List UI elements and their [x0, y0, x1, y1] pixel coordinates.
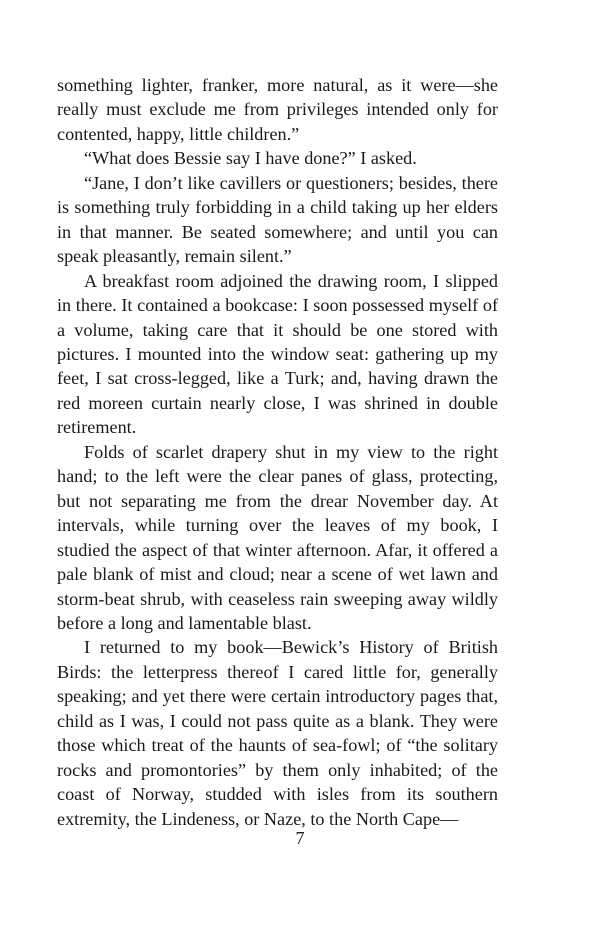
paragraph-bessie-question: “What does Bessie say I have done?” I asked. [84, 148, 417, 169]
paragraph-bewick-book: I returned to my book—Bewick’s History of British Birds: the letterpress thereof I cared little for, generally speaking; and yet there were certain introductory pages that, child as I was, I could not pass quite as a blank. They were those which treat of the haunts of sea-fowl; of “the solitary rocks and promontories” by them only inhabited; of the coast of Norway, studded with isles from its southern extremity, the Lindeness, or Naze, to the North Cape— [57, 637, 498, 829]
paragraph-breakfast-room: A breakfast room adjoined the drawing room, I slipped in there. It contained a bookcase: I soon possessed myself of a volume, taking care that it should be one stored with pictures. I mounted into the window seat: gathering up my feet, I sat cross-legged, like a Turk; and, having drawn the red moreen curtain nearly close, I was shrined in double retirement. [57, 270, 498, 438]
page-number: 7 [295, 828, 305, 848]
paragraph-continuation: something lighter, franker, more natural, as it were—she really must exclude me from privileges intended only for contented, happy, little children.” [57, 75, 498, 144]
body-text [57, 73, 498, 831]
paragraph-mrs-reed-reply: “Jane, I don’t like cavillers or questioners; besides, there is something truly forbidding in a child taking up her elders in that manner. Be seated somewhere; and until you can speak pleasantly, remain silent.” [57, 172, 498, 267]
paragraph-scarlet-drapery: Folds of scarlet drapery shut in my view to the right hand; to the left were the clear panes of glass, protecting, but not separating me from the drear November day. At intervals, while turning over the leaves of my book, I studied the aspect of that winter afternoon. Afar, it offered a pale blank of mist and cloud; near a scene of wet lawn and storm-beat shrub, with ceaseless rain sweeping away wildly before a long and lamentable blast. [57, 441, 498, 633]
